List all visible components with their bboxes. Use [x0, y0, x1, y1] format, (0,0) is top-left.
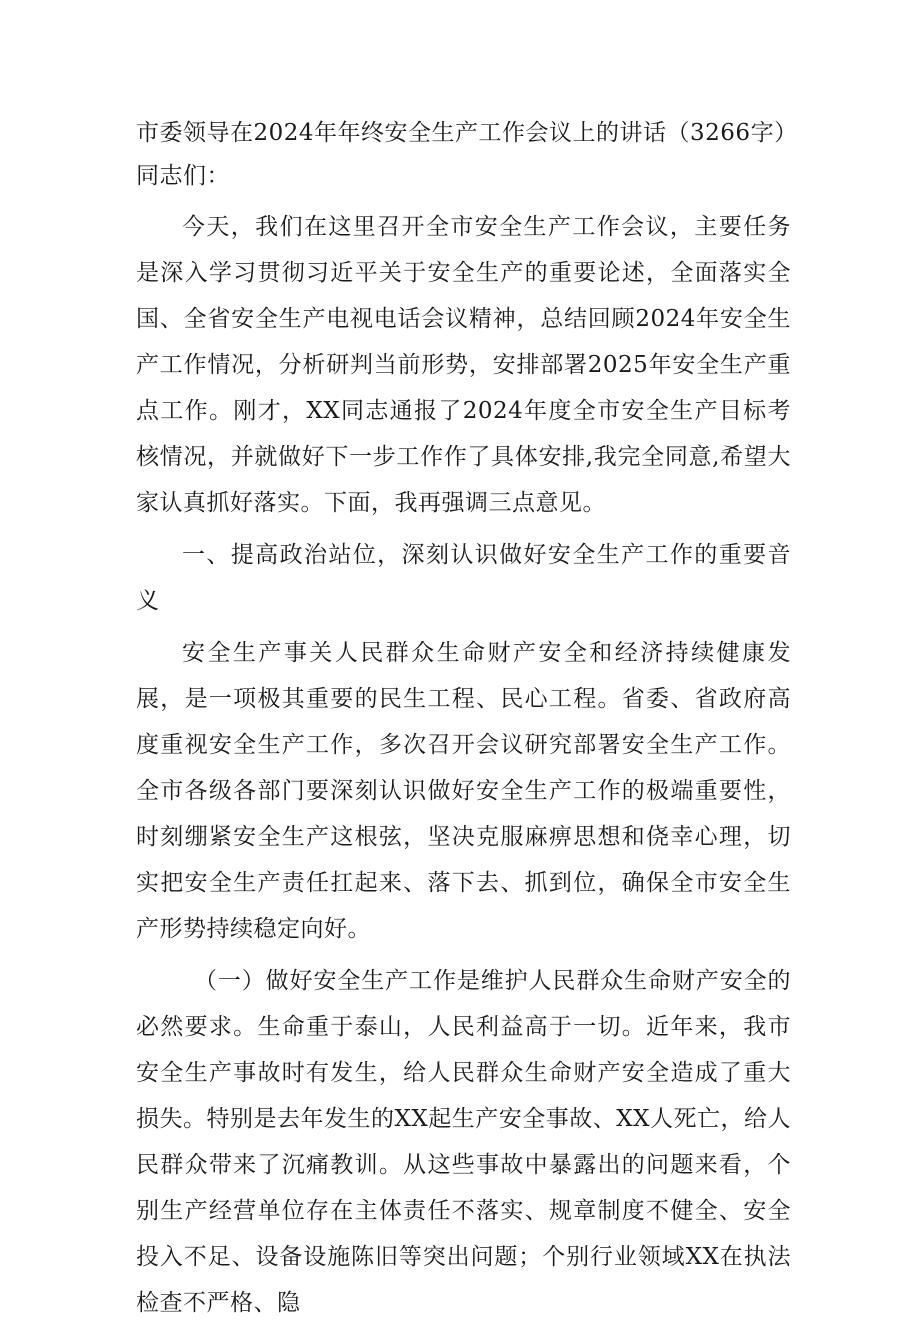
section-heading-1: 一、提高政治站位，深刻认识做好安全生产工作的重要音义 [136, 542, 791, 614]
salutation: 同志们： [136, 163, 230, 189]
paragraph-section-1: 安全生产事关人民群众生命财产安全和经济持续健康发展，是一项极其重要的民生工程、民心工程。省委、省政府高度重视安全生产工作，多次召开会议研究部署安全生产工作。全市各级各部门要深刻认识做好安全生产工作的极端重要性，时刻绷紧安全生产这根弦，坚决克服麻痹思想和侥幸心理，切实把安全生产责任扛起来、落下去、抓到位，确保全市安全生产形势持续稳定向好。 [136, 640, 791, 942]
paragraph-subsection-1: （一）做好安全生产工作是维护人民群众生命财产安全的必然要求。生命重于泰山，人民利益高于一切。近年来，我市安全生产事故时有发生，给人民群众生命财产安全造成了重大损失。特别是去年发生的XX起生产安全事故、XX人死亡，给人民群众带来了沉痛教训。从这些事故中暴露出的问题来看，个别生产经营单位存在主体责任不落实、规章制度不健全、安全投入不足、设备设施陈旧等突出问题；个别行业领域XX在执法检查不严格、隐 [136, 968, 791, 1316]
paragraph-intro: 今天，我们在这里召开全市安全生产工作会议，主要任务是深入学习贯彻习近平关于安全生产的重要论述，全面落实全国、全省安全生产电视电话会议精神，总结回顾2024年安全生产工作情况，分析研判当前形势，安排部署2025年安全生产重点工作。刚才，XX同志通报了2024年度全市安全生产目标考核情况，并就做好下一步工作作了具体安排,我完全同意,希望大家认真抓好落实。下面，我再强调三点意见。 [136, 214, 791, 516]
document-body [136, 112, 798, 1332]
document-title: 市委领导在2024年年终安全生产工作会议上的讲话（3266字） [136, 120, 798, 146]
